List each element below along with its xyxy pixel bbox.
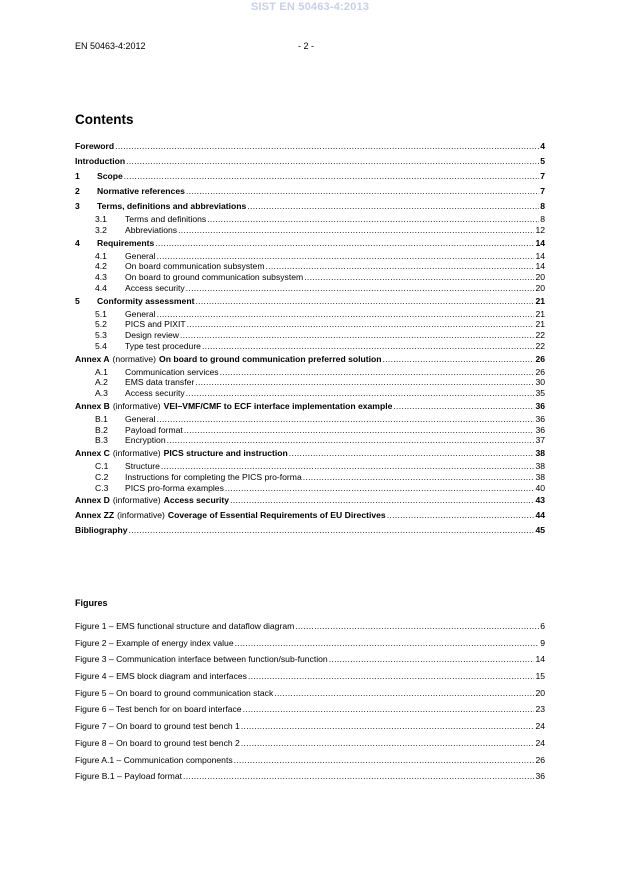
- dot-leader: [387, 508, 535, 523]
- toc-entry-number: B.3: [95, 435, 108, 446]
- annex-label: Annex D: [75, 495, 110, 506]
- figure-page: 36: [535, 771, 545, 782]
- annex-title: Coverage of Essential Requirements of EU Directives: [167, 510, 386, 521]
- toc-entry-page: 26: [535, 353, 545, 364]
- dot-leader: [247, 199, 539, 214]
- toc-entry[interactable]: [75, 261, 545, 272]
- figure-title: Figure 2 – Example of energy index value: [75, 637, 234, 648]
- toc-entry-page: 35: [535, 388, 545, 398]
- dot-leader: [243, 701, 535, 718]
- dot-leader: [230, 493, 534, 508]
- toc-entry[interactable]: [75, 388, 545, 399]
- toc-entry[interactable]: [75, 425, 545, 436]
- toc-entry-title: [75, 399, 392, 414]
- dot-leader: [167, 435, 535, 446]
- figure-entry[interactable]: [75, 752, 545, 769]
- annex-title: Access security: [163, 495, 230, 506]
- dot-leader: [225, 483, 535, 494]
- toc-entry-number: 4.3: [95, 272, 107, 282]
- dot-leader: [186, 283, 535, 294]
- toc-entry[interactable]: [75, 169, 545, 184]
- toc-entry[interactable]: [75, 446, 545, 461]
- toc-entry-page: 20: [535, 272, 545, 282]
- figure-entry[interactable]: [75, 735, 545, 752]
- figure-page: 23: [535, 704, 545, 715]
- figure-page: 9: [540, 637, 545, 648]
- figure-title: Figure 4 – EMS block diagram and interfaces: [75, 671, 247, 682]
- dot-leader: [129, 523, 535, 538]
- annex-label: Annex ZZ: [75, 510, 115, 521]
- toc-entry[interactable]: [75, 184, 545, 199]
- toc-entry-number: 2: [75, 186, 80, 196]
- toc-entry-page: 40: [535, 482, 545, 493]
- dot-leader: [180, 330, 534, 341]
- toc-entry-page: 36: [535, 413, 545, 424]
- dot-leader: [235, 635, 540, 652]
- toc-entry-title: Bibliography: [75, 525, 128, 536]
- dot-leader: [195, 294, 534, 309]
- toc-entry[interactable]: [75, 225, 545, 236]
- toc-entry-page: 30: [535, 377, 545, 388]
- toc-entry-page: 38: [535, 471, 545, 482]
- toc-entry-title: PICS and PIXIT: [125, 319, 186, 330]
- toc-entry-number: 5.2: [95, 319, 107, 330]
- toc-entry-title: Access security: [125, 282, 185, 293]
- toc-entry-page: 8: [540, 214, 545, 224]
- dot-leader: [184, 425, 535, 436]
- dot-leader: [241, 718, 535, 735]
- toc-entry-number: B.1: [95, 413, 108, 424]
- figure-entry[interactable]: [75, 701, 545, 718]
- toc-entry[interactable]: [75, 341, 545, 352]
- dot-leader: [289, 446, 535, 461]
- toc-entry[interactable]: [75, 294, 545, 309]
- figure-title: Figure 1 – EMS functional structure and dataflow diagram: [75, 621, 295, 631]
- toc-entry-number: A.1: [95, 366, 108, 377]
- toc-entry-title: Requirements: [97, 237, 155, 248]
- toc-entry-page: 36: [535, 424, 545, 435]
- toc-entry-title: General: [125, 308, 156, 319]
- toc-entry-page: 26: [535, 366, 545, 377]
- dot-leader: [157, 251, 535, 262]
- toc-entry-title: EMS data transfer: [125, 377, 195, 388]
- toc-entry-title: Terms and definitions: [125, 214, 207, 224]
- toc-entry-title: Normative references: [97, 186, 185, 196]
- toc-entry-number: 4.2: [95, 261, 107, 272]
- dot-leader: [241, 735, 535, 752]
- figure-title: Figure 5 – On board to ground communication stack: [75, 687, 274, 698]
- toc-entry-title: Access security: [125, 388, 185, 398]
- toc-entry-title: On board to ground communication subsystem: [125, 272, 304, 282]
- dot-leader: [274, 685, 534, 702]
- toc-entry-number: 3.1: [95, 214, 107, 224]
- toc-entry-page: 36: [535, 400, 545, 411]
- toc-entry-page: 43: [535, 495, 545, 506]
- toc-entry-number: 4.1: [95, 250, 107, 261]
- dot-leader: [304, 272, 534, 283]
- dot-leader: [115, 139, 539, 154]
- toc-entry-title: [75, 446, 288, 461]
- toc-entry[interactable]: [75, 399, 545, 414]
- toc-entry-title: Encryption: [125, 435, 166, 446]
- toc-entry[interactable]: [75, 414, 545, 425]
- toc-entry[interactable]: [75, 483, 545, 494]
- toc-entry-page: 12: [535, 224, 545, 235]
- figure-entry[interactable]: [75, 651, 545, 668]
- annex-type: (informative): [112, 448, 161, 458]
- figures-title: Figures: [75, 598, 108, 608]
- toc-entry-page: 21: [535, 308, 545, 319]
- toc-entry-page: 38: [535, 448, 545, 458]
- toc-entry-title: Scope: [97, 171, 123, 181]
- figure-title: Figure 8 – On board to ground test bench 2: [75, 737, 240, 748]
- figure-title: Figure A.1 – Communication components: [75, 754, 233, 765]
- toc-entry-title: Abbreviations: [125, 224, 178, 235]
- toc-entry[interactable]: [75, 435, 545, 446]
- toc-entry-title: General: [125, 250, 156, 261]
- toc-entry-page: 21: [535, 319, 545, 330]
- toc-entry-page: 14: [535, 261, 545, 272]
- annex-title: On board to ground communication preferred solution: [159, 353, 382, 364]
- toc-entry[interactable]: [75, 523, 545, 538]
- toc-entry[interactable]: [75, 236, 545, 251]
- figure-entry[interactable]: [75, 768, 545, 785]
- toc-entry-title: Payload format: [125, 424, 183, 435]
- toc-entry-number: B.2: [95, 424, 108, 435]
- dot-leader: [161, 461, 535, 472]
- dot-leader: [155, 236, 534, 251]
- figure-page: 6: [540, 621, 545, 631]
- toc-entry-page: 38: [535, 461, 545, 471]
- toc-entry[interactable]: [75, 472, 545, 483]
- dot-leader: [303, 472, 535, 483]
- dot-leader: [187, 319, 535, 330]
- toc-entry-title: [75, 352, 382, 367]
- dot-leader: [329, 651, 535, 668]
- annex-type: (informative): [117, 510, 165, 521]
- toc-entry-title: [75, 508, 386, 523]
- toc-entry-title: Instructions for completing the PICS pro-forma: [125, 471, 302, 482]
- toc-entry-number: 3.2: [95, 224, 107, 235]
- toc-entry-page: 7: [540, 171, 545, 181]
- toc-entry[interactable]: [75, 251, 545, 262]
- annex-label: Annex C: [75, 448, 110, 458]
- toc-entry-number: 3: [75, 201, 80, 211]
- annex-title: PICS structure and instruction: [163, 448, 288, 458]
- toc-entry-title: Conformity assessment: [97, 295, 195, 306]
- toc-entry-page: 21: [535, 295, 545, 306]
- figure-entry[interactable]: [75, 718, 545, 735]
- toc-entry-page: 44: [535, 510, 545, 521]
- dot-leader: [220, 367, 535, 378]
- toc-entry-page: 22: [535, 340, 545, 351]
- dot-leader: [383, 352, 535, 367]
- dot-leader: [178, 225, 534, 236]
- standard-id: EN 50463-4:2012: [75, 41, 146, 51]
- dot-leader: [265, 261, 534, 272]
- annex-title: VEI–VMF/CMF to ECF interface implementation example: [163, 400, 393, 411]
- toc-entry-page: 22: [535, 330, 545, 340]
- watermark: SIST EN 50463-4:2013: [250, 1, 370, 13]
- toc-entry-title: Foreword: [75, 141, 115, 151]
- toc-entry-number: 1: [75, 171, 80, 181]
- figure-page: 26: [535, 754, 545, 765]
- dot-leader: [186, 184, 539, 199]
- annex-type: (informative): [112, 400, 161, 411]
- toc-entry-title: Structure: [125, 461, 160, 471]
- figure-title: Figure 6 – Test bench for on board interface: [75, 704, 242, 715]
- toc-entry-number: 5.3: [95, 330, 107, 340]
- toc-entry-page: 4: [540, 141, 545, 151]
- dot-leader: [202, 341, 534, 352]
- toc-entry-number: 4.4: [95, 282, 107, 293]
- toc-entry-number: 5.4: [95, 340, 107, 351]
- toc-entry-number: 4: [75, 237, 80, 248]
- figure-entry[interactable]: [75, 618, 545, 635]
- toc-entry-page: 5: [540, 156, 545, 166]
- figure-entry[interactable]: [75, 635, 545, 652]
- toc-entry[interactable]: [75, 199, 545, 214]
- toc-entry-number: A.3: [95, 388, 108, 398]
- dot-leader: [195, 377, 534, 388]
- figure-title: Figure 3 – Communication interface between function/sub-function: [75, 654, 328, 665]
- toc-entry[interactable]: [75, 352, 545, 367]
- toc-entry[interactable]: [75, 283, 545, 294]
- dot-leader: [234, 752, 535, 769]
- toc-entry[interactable]: [75, 154, 545, 169]
- toc-entry-title: Type test procedure: [125, 340, 201, 351]
- contents-title: Contents: [75, 112, 134, 127]
- annex-label: Annex A: [75, 353, 110, 364]
- toc-entry[interactable]: [75, 461, 545, 472]
- dot-leader: [124, 169, 539, 184]
- toc-entry-title: Introduction: [75, 156, 126, 166]
- toc-entry-number: C.1: [95, 461, 109, 471]
- toc-entry-number: 5: [75, 295, 80, 306]
- toc-entry-page: 45: [535, 525, 545, 536]
- toc-entry-title: PICS pro-forma examples: [125, 482, 224, 493]
- figure-title: Figure B.1 – Payload format: [75, 771, 182, 782]
- annex-label: Annex B: [75, 400, 110, 411]
- toc-entry-number: C.3: [95, 482, 109, 493]
- toc-entry-page: 14: [535, 237, 545, 248]
- toc-entry-title: General: [125, 413, 156, 424]
- toc-entry-page: 7: [540, 186, 545, 196]
- toc-entry-title: On board communication subsystem: [125, 261, 265, 272]
- figure-page: 15: [535, 671, 545, 682]
- toc-entry-page: 37: [535, 435, 545, 446]
- toc-entry[interactable]: [75, 493, 545, 508]
- toc-entry-title: Terms, definitions and abbreviations: [97, 201, 247, 211]
- toc-entry-number: 5.1: [95, 308, 107, 319]
- dot-leader: [157, 414, 535, 425]
- figure-title: Figure 7 – On board to ground test bench 1: [75, 721, 240, 732]
- annex-type: (informative): [112, 495, 161, 506]
- toc-entry-number: C.2: [95, 471, 109, 482]
- toc-entry[interactable]: [75, 214, 545, 225]
- dot-leader: [207, 214, 539, 225]
- toc-entry-page: 14: [535, 250, 545, 261]
- dot-leader: [183, 768, 534, 785]
- page-number: - 2 -: [298, 41, 315, 51]
- dot-leader: [295, 618, 539, 635]
- toc-entry-title: Design review: [125, 330, 179, 340]
- dot-leader: [126, 154, 539, 169]
- toc-entry-page: 8: [540, 201, 545, 211]
- figure-entry[interactable]: [75, 668, 545, 685]
- toc-entry[interactable]: [75, 377, 545, 388]
- toc-entry[interactable]: [75, 319, 545, 330]
- toc-entry[interactable]: [75, 272, 545, 283]
- toc-entry-number: A.2: [95, 377, 108, 388]
- toc-entry[interactable]: [75, 330, 545, 341]
- figure-page: 24: [535, 721, 545, 732]
- table-of-contents: [75, 139, 545, 538]
- toc-entry[interactable]: [75, 508, 545, 523]
- figure-page: 14: [535, 654, 545, 665]
- figure-entry[interactable]: [75, 685, 545, 702]
- figure-page: 20: [535, 687, 545, 698]
- toc-entry-title: [75, 493, 229, 508]
- annex-type: (normative): [112, 353, 157, 364]
- toc-entry[interactable]: [75, 367, 545, 378]
- toc-entry[interactable]: [75, 139, 545, 154]
- list-of-figures: [75, 618, 545, 785]
- dot-leader: [393, 399, 534, 414]
- toc-entry-page: 20: [535, 282, 545, 293]
- toc-entry[interactable]: [75, 309, 545, 320]
- figure-page: 24: [535, 737, 545, 748]
- toc-entry-title: Communication services: [125, 366, 219, 377]
- dot-leader: [157, 309, 535, 320]
- dot-leader: [186, 388, 535, 399]
- dot-leader: [248, 668, 534, 685]
